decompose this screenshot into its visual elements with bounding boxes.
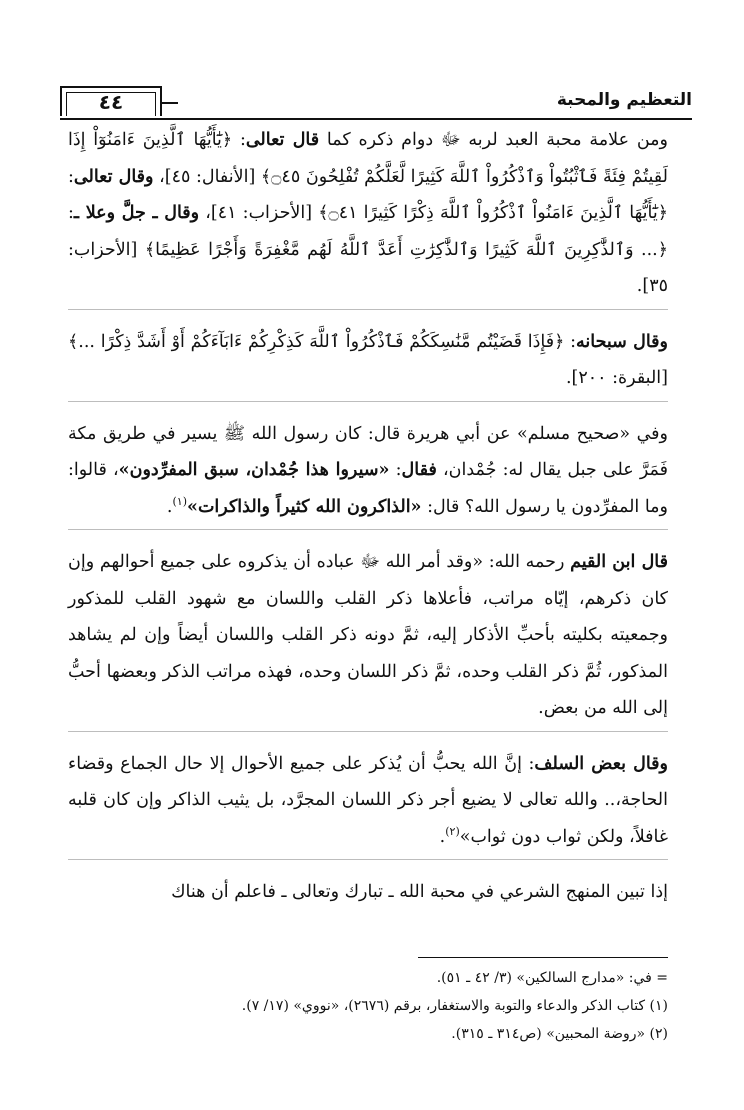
running-title: التعظيم والمحبة xyxy=(556,90,692,110)
header-rule xyxy=(60,118,692,120)
hadith-quote: «سيروا هذا جُمْدان، سبق المفرِّدون» xyxy=(118,460,390,480)
quran-verse: : ﴿... وَٱلذَّٰكِرِينَ ٱللَّهَ كَثِيرًا وَٱلذَّٰكِرَٰتِ أَعَدَّ ٱللَّهُ لَهُم مَّغْفِرَةً وَأَجْرًا عَظِيمًا﴾ [الأحزاب: ٣٥]. xyxy=(68,203,668,296)
page-number: ٤٤ xyxy=(98,90,124,114)
page-header xyxy=(60,80,692,120)
bold-text: وقال ـ جلَّ وعلا ـ xyxy=(73,203,200,223)
footnote-2: (٢) «روضة المحبين» (ص٣١٤ ـ ٣١٥). xyxy=(451,1026,668,1042)
footnotes xyxy=(68,964,668,1048)
paragraph-6: إذا تبين المنهج الشرعي في محبة الله ـ تبارك وتعالى ـ فاعلم أن هناك xyxy=(171,882,668,902)
paragraph-separator xyxy=(68,859,668,868)
footnote-ref[interactable]: (٢) xyxy=(445,824,460,838)
footnote-continuation: = في: «مدارج السالكين» (٣/ ٤٢ ـ ٥١). xyxy=(436,970,668,986)
paragraph-4 xyxy=(68,544,668,727)
quran-verse: : ﴿يَٰٓأَيُّهَا ٱلَّذِينَ ءَامَنُوٓاْ إِذَا لَقِيتُمْ فِئَةً فَٱثْبُتُواْ وَٱذْكُرُواْ ٱللَّهَ كَثِيرًا لَّعَلَّكُمْ تُفْلِحُونَ ۝٤٥﴾ [الأنفال: ٤٥]، xyxy=(68,130,668,187)
bold-text: وقال تعالى xyxy=(73,166,154,187)
quran-verse: : ﴿يَٰٓأَيُّهَا ٱلَّذِينَ ءَامَنُواْ ٱذْكُرُواْ ٱللَّهَ ذِكْرًا كَثِيرًا ۝٤١﴾ [الأحزاب: ٤١]، xyxy=(68,166,668,223)
text: وفي «صحيح مسلم» عن أبي هريرة قال: كان رسول الله ﷺ يسير في طريق مكة فَمَرَّ على جبل يقال له: جُمْدان، xyxy=(68,423,669,480)
paragraph-5 xyxy=(68,746,668,856)
header-dash xyxy=(162,102,178,104)
paragraph-separator xyxy=(68,529,668,538)
paragraph-2 xyxy=(68,324,668,397)
body-text xyxy=(68,122,668,911)
quran-verse: : ﴿فَإِذَا قَضَيْتُم مَّنَٰسِكَكُمْ فَٱذْكُرُواْ ٱللَّهَ كَذِكْرِكُمْ ءَابَآءَكُمْ أَوْ أَشَدَّ ذِكْرًا ...﴾ [البقرة: ٢٠٠]. xyxy=(68,331,668,388)
text: رحمه الله: «وقد أمر الله ﷻ عباده أن يذكروه على جميع أحوالهم وإن كان ذكرهم، إيّاه مراتب، فأعلاها ذكر القلب واللسان مع شهود القلب للمذكور وجمعيته بكليته بأحبِّ الأذكار إليه، ثمَّ دونه ذكر القلب واللسان أيضاً وإن لم يشاهد المذكور، ثُمَّ ذكر القلب وحده، ثمَّ ذكر اللسان وحده، فهذه مراتب الذكر وبعضها أحبُّ إلى الله من بعض. xyxy=(68,552,668,718)
bold-text: قال ابن القيم xyxy=(570,552,668,572)
text: . xyxy=(166,496,173,517)
text: ومن علامة محبة العبد لربه ﷻ دوام ذكره كما xyxy=(319,130,668,150)
paragraph-separator xyxy=(68,401,668,410)
paragraph-3 xyxy=(68,416,668,526)
bold-text: فقال xyxy=(401,460,437,480)
text: : xyxy=(389,460,402,480)
text: . xyxy=(439,826,446,847)
paragraph-separator xyxy=(68,731,668,740)
hadith-quote: «الذاكرون الله كثيراً والذاكرات» xyxy=(187,496,422,517)
text: ، قالوا: وما المفرِّدون يا رسول الله؟ قال: xyxy=(68,460,668,517)
bold-text: وقال بعض السلف xyxy=(534,753,668,774)
bold-text: قال تعالى xyxy=(245,130,320,150)
footnote-1: (١) كتاب الذكر والدعاء والتوبة والاستغفار، برقم (٢٦٧٦)، «نووي» (١٧/ ٧). xyxy=(241,998,668,1014)
footnote-rule xyxy=(418,957,668,958)
footnote-ref[interactable]: (١) xyxy=(172,494,188,508)
paragraph-1 xyxy=(68,122,668,305)
paragraph-separator xyxy=(68,309,668,318)
text: : إنَّ الله يحبُّ أن يُذكر على جميع الأحوال إلا حال الجماع وقضاء الحاجة،.. والله تعالى لا يضيع أجر ذكر اللسان المجرَّد، بل يثيب الذاكر وإن كان قلبه غافلاً، ولكن ثواب دون ثواب» xyxy=(68,753,668,847)
bold-text: وقال سبحانه xyxy=(576,331,669,352)
page-number-frame xyxy=(60,86,162,116)
